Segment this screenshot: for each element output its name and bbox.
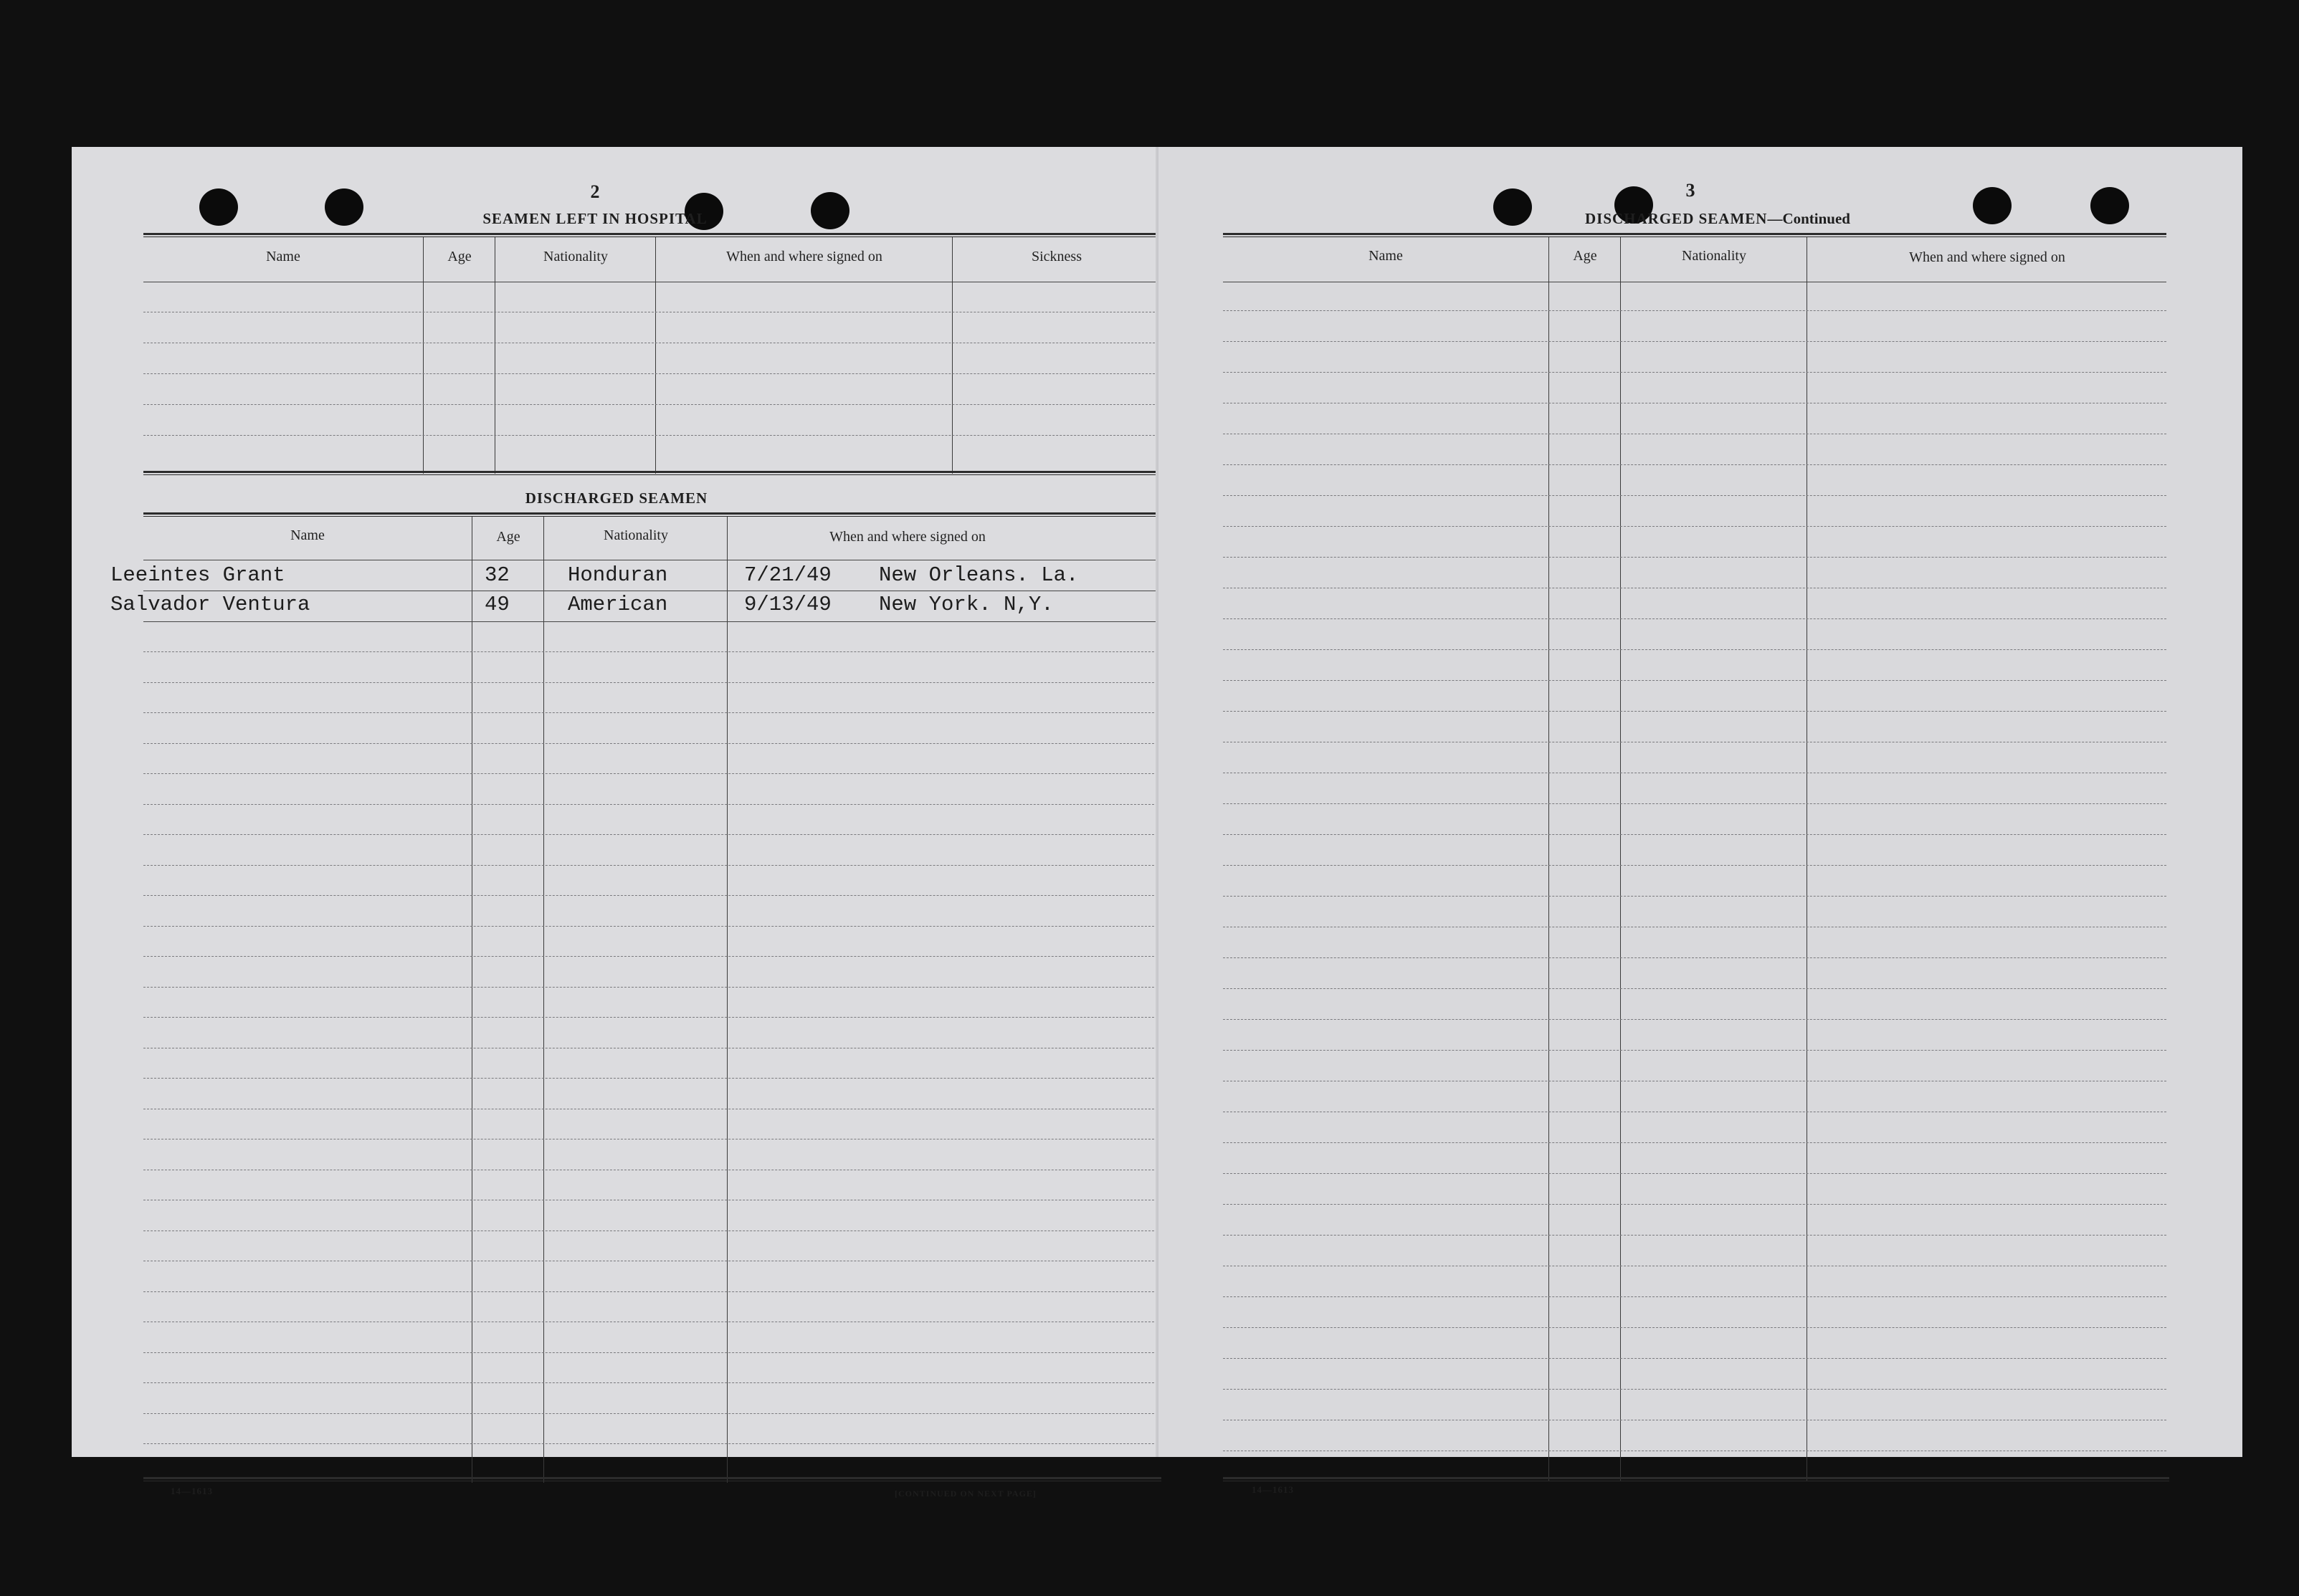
row-line	[1223, 310, 2166, 311]
column-divider	[655, 237, 656, 474]
column-header-sickness: Sickness	[1032, 249, 1082, 264]
punch-hole	[199, 188, 238, 226]
column-header-age: Age	[1573, 248, 1597, 264]
row-line	[1223, 1173, 2166, 1174]
row-line	[1223, 711, 2166, 712]
row-line	[1223, 1204, 2166, 1205]
table-top-rule	[143, 512, 1161, 517]
column-header-name: Name	[266, 249, 300, 264]
column-header-nationality: Nationality	[604, 527, 668, 543]
row-line	[1223, 896, 2166, 897]
row-line	[1223, 988, 2166, 989]
row-line	[1223, 1142, 2166, 1143]
row-line	[143, 373, 1158, 374]
punch-hole	[2090, 187, 2129, 224]
row-line	[1223, 495, 2166, 496]
table-bottom-rule	[1223, 1477, 2169, 1481]
page-number: 3	[1685, 180, 1695, 201]
row-line	[143, 804, 1161, 805]
continued-note: [CONTINUED ON NEXT PAGE]	[895, 1489, 1037, 1499]
hospital-table-title: SEAMEN LEFT IN HOSPITAL	[482, 210, 708, 227]
row-line	[1223, 865, 2166, 866]
table-bottom-rule	[143, 1477, 1161, 1481]
column-header-signed-on: When and where signed on	[829, 529, 986, 545]
column-divider	[543, 517, 544, 1483]
column-header-name: Name	[290, 527, 325, 543]
form-number: 14—1613	[171, 1486, 213, 1496]
punch-hole	[1973, 187, 2012, 224]
column-header-nationality: Nationality	[1682, 248, 1746, 264]
row-line	[143, 1382, 1161, 1383]
title-suffix: —Continued	[1767, 210, 1850, 227]
signed-on-date: 9/13/49	[744, 593, 832, 616]
title-text: DISCHARGED SEAMEN	[1585, 210, 1768, 227]
row-line	[143, 956, 1161, 957]
row-line	[1223, 557, 2166, 558]
page-number: 2	[590, 181, 600, 202]
row-line	[1223, 680, 2166, 681]
column-header-age: Age	[447, 249, 472, 264]
punch-hole	[325, 188, 363, 226]
seaman-nationality: Honduran	[568, 563, 668, 587]
form-number: 14—1613	[1252, 1484, 1294, 1495]
row-line	[143, 1413, 1161, 1414]
row-line	[143, 865, 1161, 866]
row-line	[143, 1352, 1161, 1353]
signed-on-date: 7/21/49	[744, 563, 832, 587]
column-header-signed-on: When and where signed on	[1909, 249, 2065, 265]
row-line	[143, 773, 1161, 774]
seaman-name: Salvador Ventura	[110, 593, 310, 616]
row-line	[1223, 1327, 2166, 1328]
row-line	[1223, 618, 2166, 619]
right-page	[1158, 147, 2242, 1495]
row-line	[1223, 1296, 2166, 1297]
row-line	[143, 682, 1161, 683]
row-line	[1223, 372, 2166, 373]
row-line	[143, 1443, 1161, 1444]
column-divider	[952, 237, 953, 474]
row-line	[143, 651, 1161, 652]
row-line	[143, 926, 1161, 927]
row-line	[143, 987, 1161, 988]
column-divider	[423, 237, 424, 474]
table-top-rule	[143, 233, 1158, 237]
signed-on-place: New Orleans. La.	[879, 563, 1079, 587]
row-line	[143, 1017, 1161, 1018]
discharged-table-title: DISCHARGED SEAMEN	[525, 489, 708, 507]
column-divider	[1620, 237, 1621, 1481]
row-line	[1223, 526, 2166, 527]
row-line	[143, 1078, 1161, 1079]
seaman-nationality: American	[568, 593, 668, 616]
table-top-rule	[1223, 233, 2166, 237]
row-line	[143, 404, 1158, 405]
row-line	[1223, 1235, 2166, 1236]
row-line	[143, 1291, 1161, 1292]
row-line	[143, 834, 1161, 835]
column-header-nationality: Nationality	[543, 249, 608, 264]
column-header-signed-on: When and where signed on	[726, 249, 882, 264]
column-divider	[727, 517, 728, 1483]
seaman-age: 32	[485, 563, 510, 587]
row-line	[1223, 649, 2166, 650]
row-line	[143, 621, 1161, 622]
table-bottom-rule	[143, 471, 1160, 475]
seaman-name: Leeintes Grant	[110, 563, 285, 587]
discharged-table-title	[1546, 210, 1890, 228]
row-line	[1223, 1050, 2166, 1051]
punch-hole	[811, 192, 849, 229]
row-line	[1223, 957, 2166, 958]
row-line	[143, 895, 1161, 896]
column-header-name: Name	[1369, 248, 1403, 264]
row-line	[1223, 1358, 2166, 1359]
punch-hole	[1493, 188, 1532, 226]
row-line	[143, 712, 1161, 713]
signed-on-place: New York. N,Y.	[879, 593, 1054, 616]
row-line	[1223, 341, 2166, 342]
column-divider	[1548, 237, 1549, 1481]
column-header-age: Age	[496, 529, 520, 545]
row-line	[1223, 803, 2166, 804]
seaman-age: 49	[485, 593, 510, 616]
row-line	[1223, 464, 2166, 465]
row-line	[1223, 834, 2166, 835]
left-page	[72, 147, 1163, 1499]
row-line	[143, 743, 1161, 744]
row-line	[143, 435, 1158, 436]
row-line	[1223, 1389, 2166, 1390]
row-line	[1223, 1019, 2166, 1020]
